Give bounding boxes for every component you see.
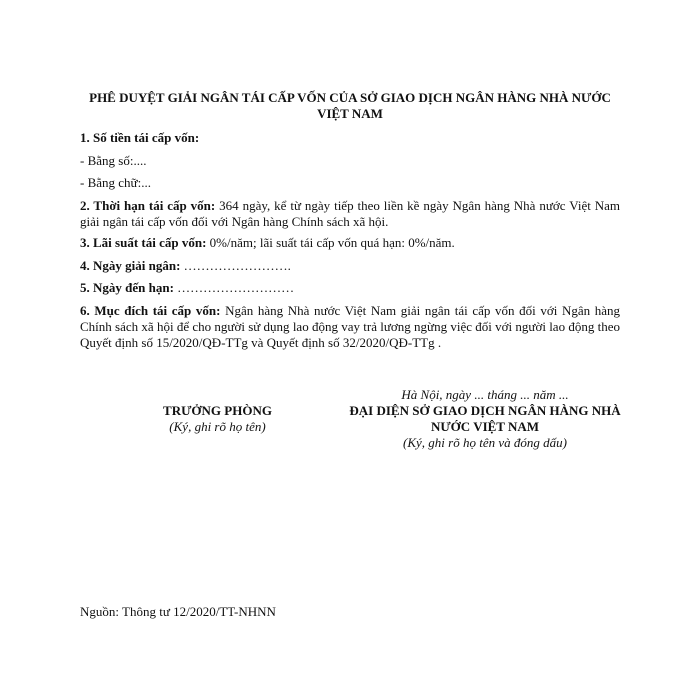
section-1-heading	[80, 130, 620, 146]
section-6-text: Ngân hàng Nhà nước Việt Nam giải ngân tái cấp vốn đối với Ngân hàng Chính sách xã hội để cho người sử dụng lao động vay trả lương ngừng việc đối với người lao động theo Quyết định số 15/2020/QĐ-TTg và Quyết định số 32/2020/QĐ-TTg .	[80, 303, 620, 350]
left-signer-note: (Ký, ghi rõ họ tên)	[169, 419, 266, 434]
section-4-label: 4. Ngày giải ngân:	[80, 258, 181, 273]
section-5	[80, 280, 620, 296]
section-2	[80, 198, 620, 230]
section-1-label: 1. Số tiền tái cấp vốn:	[80, 130, 200, 145]
signature-block-left	[135, 403, 300, 435]
amount-in-words: - Bằng chữ:...	[80, 175, 151, 190]
section-3	[80, 235, 620, 251]
section-5-text: ………………………	[173, 280, 295, 295]
section-5-label: 5. Ngày đến hạn:	[80, 280, 174, 295]
signature-block-right	[345, 387, 625, 451]
section-2-label: 2. Thời hạn tái cấp vốn:	[80, 198, 216, 213]
section-3-label: 3. Lãi suất tái cấp vốn:	[80, 235, 207, 250]
source-note: Nguồn: Thông tư 12/2020/TT-NHNN	[80, 604, 276, 619]
date-line: Hà Nội, ngày ... tháng ... năm ...	[401, 387, 569, 402]
section-6	[80, 303, 620, 351]
right-signer-note: (Ký, ghi rõ họ tên và đóng dấu)	[403, 435, 567, 450]
amount-in-numbers: - Bằng số:....	[80, 153, 147, 168]
right-signer-title: ĐẠI DIỆN SỞ GIAO DỊCH NGÂN HÀNG NHÀ NƯỚC VIỆT NAM	[349, 403, 621, 434]
section-4-text: …………………….	[180, 258, 291, 273]
document-title: PHÊ DUYỆT GIẢI NGÂN TÁI CẤP VỐN CỦA SỞ GIAO DỊCH NGÂN HÀNG NHÀ NƯỚC VIỆT NAM	[89, 90, 611, 121]
section-6-label: 6. Mục đích tái cấp vốn:	[80, 303, 221, 318]
left-signer-title: TRƯỞNG PHÒNG	[163, 403, 272, 418]
section-2-text: 364 ngày, kể từ ngày tiếp theo liền kề ngày Ngân hàng Nhà nước Việt Nam giải ngân tái cấp vốn đối với Ngân hàng Chính sách xã hội.	[80, 198, 621, 229]
section-4	[80, 258, 620, 274]
section-3-text: 0%/năm; lãi suất tái cấp vốn quá hạn: 0%/năm.	[206, 235, 455, 250]
